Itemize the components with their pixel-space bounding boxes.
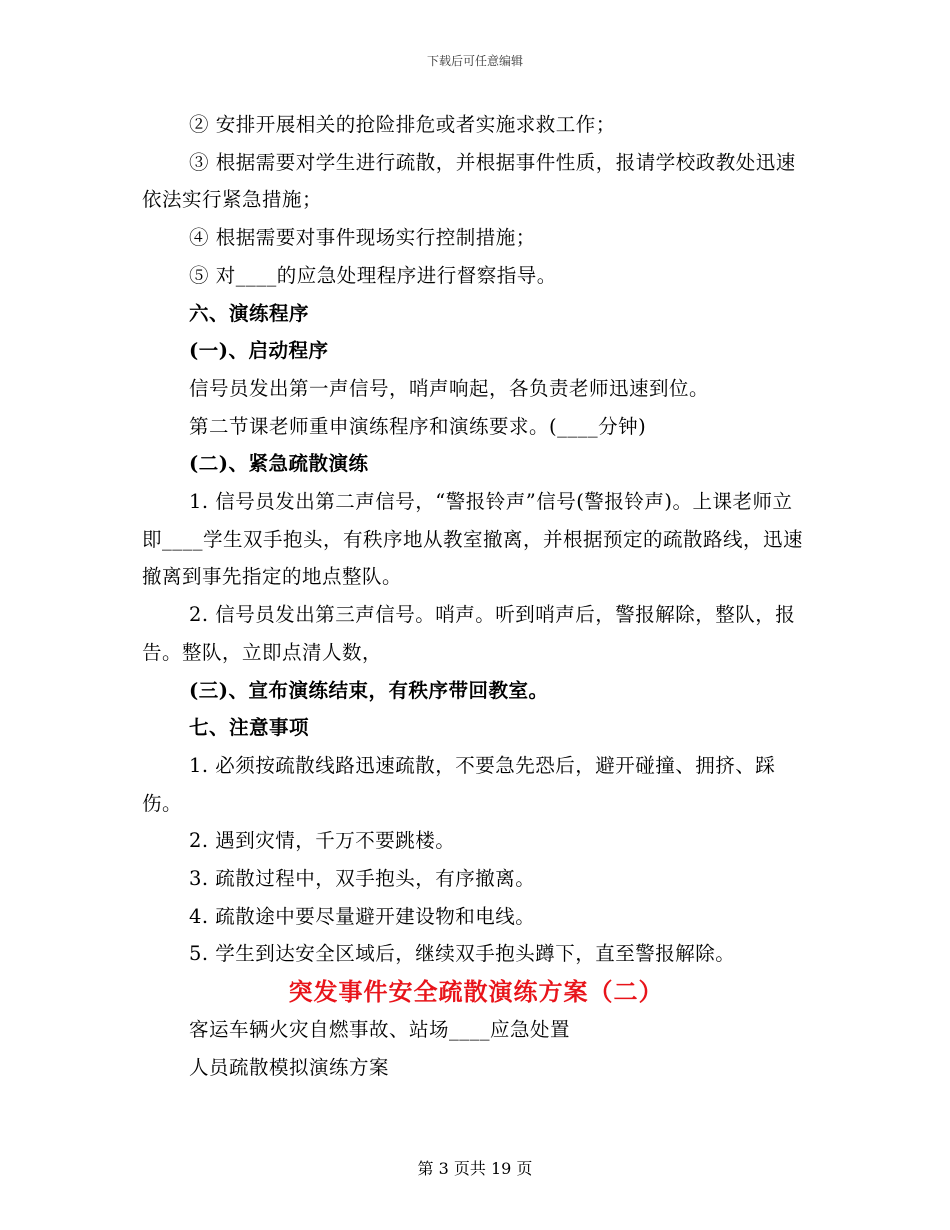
paragraph: 5. 学生到达安全区域后，继续双手抱头蹲下，直至警报解除。 [189, 942, 736, 966]
paragraph: ③ 根据需要对学生进行疏散，并根据事件性质，报请学校政教处迅速依法实行紧急措施； [142, 150, 796, 212]
paragraph: 1. 必须按疏散线路迅速疏散，不要急先恐后，避开碰撞、拥挤、踩伤。 [142, 753, 776, 815]
paragraph: 2. 信号员发出第三声信号。哨声。听到哨声后，警报解除，整队，报告。整队，立即点清人数， [142, 603, 796, 664]
paragraph: 第二节课老师重申演练程序和演练要求。(____分钟) [189, 414, 647, 438]
paragraph: ⑤ 对____的应急处理程序进行督察指导。 [189, 263, 557, 287]
subsection-heading: (三)、宣布演练结束，有秩序带回教室。 [189, 678, 549, 702]
paragraph: 2. 遇到灾情，千万不要跳楼。 [189, 829, 456, 853]
document-title: 突发事件安全疏散演练方案（二） [288, 977, 664, 1007]
paragraph: ④ 根据需要对事件现场实行控制措施； [189, 226, 536, 250]
paragraph: 人员疏散模拟演练方案 [189, 1055, 390, 1079]
page-header: 下载后可任意编辑 [426, 54, 523, 68]
document-body [142, 106, 810, 1086]
section-heading: 七、注意事项 [189, 716, 310, 740]
paragraph: 信号员发出第一声信号，哨声响起，各负责老师迅速到位。 [189, 376, 710, 400]
paragraph: ② 安排开展相关的抢险排危或者实施求救工作； [189, 113, 616, 136]
paragraph: 4. 疏散途中要尽量避开建设物和电线。 [189, 904, 536, 928]
subsection-heading: (二)、紧急疏散演练 [189, 452, 369, 476]
paragraph: 客运车辆火灾自燃事故、站场____应急处置 [189, 1017, 571, 1041]
subsection-heading: (一)、启动程序 [189, 339, 329, 363]
paragraph: 1. 信号员发出第二声信号，“警报铃声”信号(警报铃声)。上课老师立即____学生双手抱头，有秩序地从教室撤离，并根据预定的疏散路线，迅速撤离到事先指定的地点整队。 [142, 490, 804, 589]
section-heading: 六、演练程序 [189, 301, 310, 325]
page-footer: 第 3 页共 19 页 [417, 1159, 533, 1178]
paragraph: 3. 疏散过程中，双手抱头，有序撤离。 [189, 867, 536, 891]
